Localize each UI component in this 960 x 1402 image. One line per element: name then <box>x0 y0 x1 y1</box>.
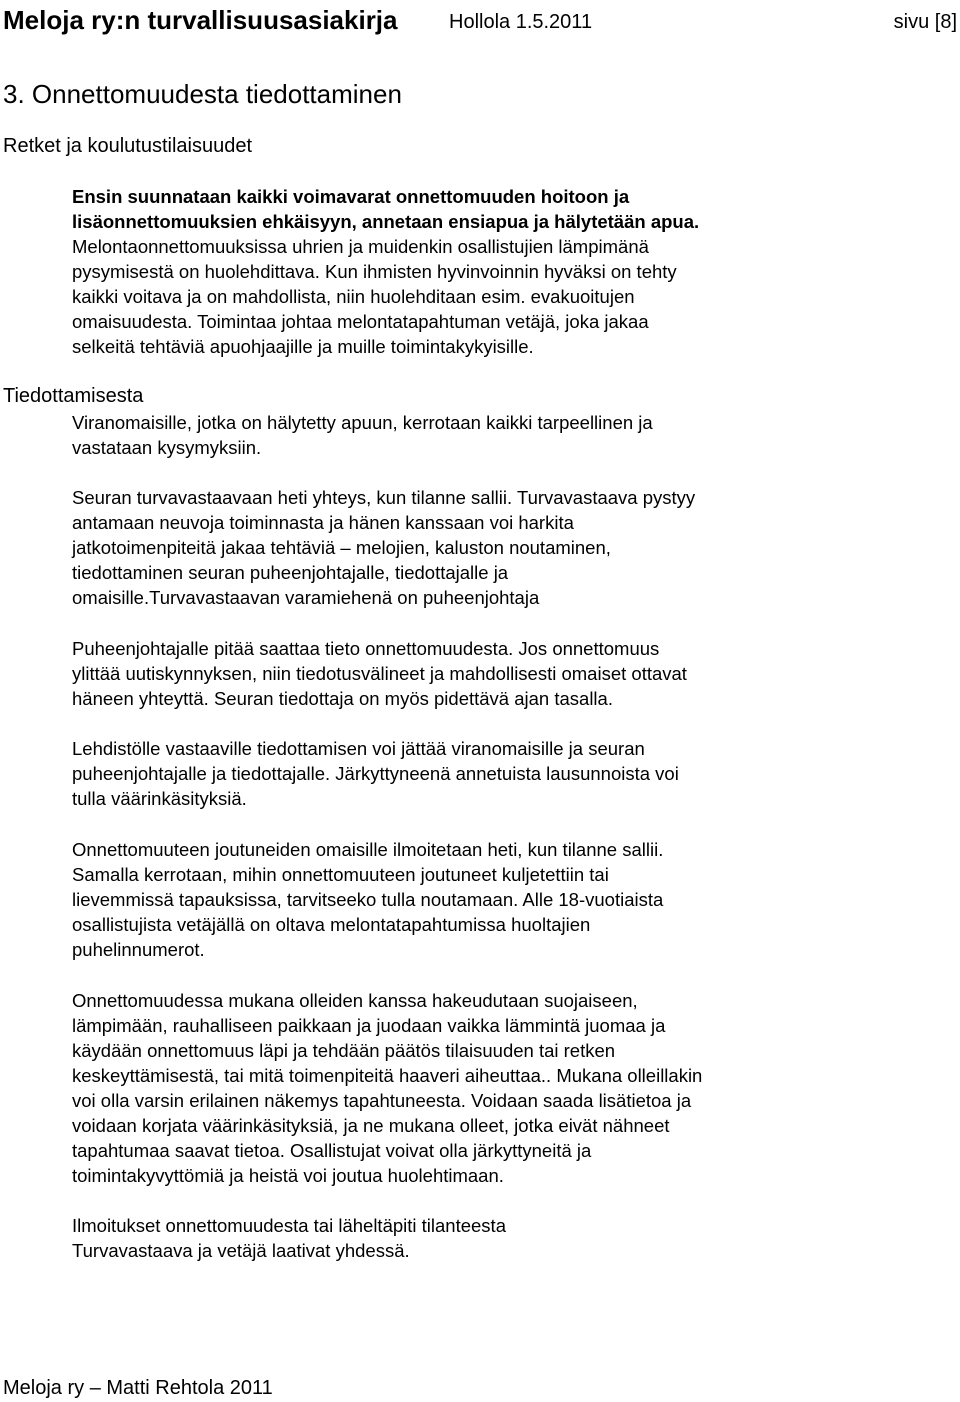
paragraph-line: Ilmoitukset onnettomuudesta tai läheltäpiti tilanteesta <box>72 1215 506 1236</box>
paragraph-line: voidaan korjata väärinkäsityksiä, ja ne mukana olleet, jotka eivät nähneet <box>72 1115 670 1136</box>
paragraph-safety-officer <box>72 485 695 610</box>
intro-line: Melontaonnettomuuksissa uhrien ja muidenkin osallistujien lämpimänä <box>72 236 649 257</box>
intro-line: omaisuudesta. Toimintaa johtaa melontatapahtuman vetäjä, joka jakaa <box>72 311 649 332</box>
document-place-date: Hollola 1.5.2011 <box>449 11 593 33</box>
paragraph-line: ylittää uutiskynnyksen, niin tiedotusvälineet ja mahdollisesti omaiset ottavat <box>72 663 687 684</box>
intro-bold-line: lisäonnettomuuksien ehkäisyyn, annetaan ensiapua ja hälytetään apua. <box>72 211 700 232</box>
paragraph-line: Samalla kerrotaan, mihin onnettomuuteen joutuneet kuljetettiin tai <box>72 864 609 885</box>
paragraph-line: käydään onnettomuus läpi ja tehdään päätös tilaisuuden tai retken <box>72 1040 616 1061</box>
intro-paragraph <box>72 184 699 359</box>
paragraph-line: lievemmissä tapauksissa, tarvitseeko tulla noutamaan. Alle 18-vuotiaista <box>72 889 664 910</box>
paragraph-line: antamaan neuvoja toiminnasta ja hänen kanssaan voi harkita <box>72 512 574 533</box>
paragraph-chairman <box>72 636 687 711</box>
paragraph-line: voi olla varsin erilainen näkemys tapahtuneesta. Voidaan saada lisätietoa ja <box>72 1090 692 1111</box>
paragraph-line: puhelinnumerot. <box>72 939 205 960</box>
paragraph-relatives <box>72 837 663 962</box>
paragraph-press <box>72 736 679 811</box>
subheading-trips: Retket ja koulutustilaisuudet <box>3 135 253 157</box>
paragraph-line: häneen yhteyttä. Seuran tiedottaja on myös pidettävä ajan tasalla. <box>72 688 613 709</box>
paragraph-line: tiedottaminen seuran puheenjohtajalle, tiedottajalle ja <box>72 562 509 583</box>
paragraph-line: lämpimään, rauhalliseen paikkaan ja juodaan vaikka lämmintä juomaa ja <box>72 1015 666 1036</box>
paragraph-authorities <box>72 410 653 460</box>
intro-line: selkeitä tehtäviä apuohjaajille ja muille toimintakykyisille. <box>72 336 534 357</box>
page-footer: Meloja ry – Matti Rehtola 2011 <box>3 1377 273 1399</box>
paragraph-line: jatkotoimenpiteitä jakaa tehtäviä – melojien, kaluston noutaminen, <box>72 537 611 558</box>
subheading-informing: Tiedottamisesta <box>3 385 144 407</box>
paragraph-line: Lehdistölle vastaaville tiedottamisen voi jättää viranomaisille ja seuran <box>72 738 645 759</box>
paragraph-line: tulla väärinkäsityksiä. <box>72 788 247 809</box>
page-number: sivu [8] <box>893 11 957 33</box>
paragraph-line: Onnettomuuteen joutuneiden omaisille ilmoitetaan heti, kun tilanne sallii. <box>72 839 664 860</box>
paragraph-line: keskeyttämisestä, tai mitä toimenpiteitä haaveri aiheuttaa.. Mukana olleillakin <box>72 1065 703 1086</box>
paragraph-line: puheenjohtajalle ja tiedottajalle. Järkyttyneenä annetuista lausunnoista voi <box>72 763 679 784</box>
paragraph-line: Turvavastaava ja vetäjä laativat yhdessä. <box>72 1240 410 1261</box>
paragraph-line: Viranomaisille, jotka on hälytetty apuun, kerrotaan kaikki tarpeellinen ja <box>72 412 653 433</box>
paragraph-debrief <box>72 988 702 1188</box>
document-title: Meloja ry:n turvallisuusasiakirja <box>3 5 398 35</box>
paragraph-line: Onnettomuudessa mukana olleiden kanssa hakeudutaan suojaiseen, <box>72 990 638 1011</box>
intro-line: kaikki voitava ja on mahdollista, niin huolehditaan esim. evakuoitujen <box>72 286 635 307</box>
paragraph-line: toimintakyvyttömiä ja heistä voi joutua huolehtimaan. <box>72 1165 504 1186</box>
section-title: 3. Onnettomuudesta tiedottaminen <box>3 79 402 109</box>
intro-bold-line: Ensin suunnataan kaikki voimavarat onnettomuuden hoitoon ja <box>72 186 630 207</box>
paragraph-reports <box>72 1213 506 1263</box>
paragraph-line: tapahtumaa saavat tietoa. Osallistujat voivat olla järkyttyneitä ja <box>72 1140 592 1161</box>
paragraph-line: Seuran turvavastaavaan heti yhteys, kun tilanne sallii. Turvavastaava pystyy <box>72 487 696 508</box>
paragraph-line: Puheenjohtajalle pitää saattaa tieto onnettomuudesta. Jos onnettomuus <box>72 638 660 659</box>
paragraph-line: osallistujista vetäjällä on oltava melontatapahtumissa huoltajien <box>72 914 591 935</box>
page-header <box>3 2 957 38</box>
paragraph-line: omaisille.Turvavastaavan varamiehenä on puheenjohtaja <box>72 587 540 608</box>
intro-line: pysymisestä on huolehdittava. Kun ihmisten hyvinvoinnin hyväksi on tehty <box>72 261 677 282</box>
paragraph-line: vastataan kysymyksiin. <box>72 437 262 458</box>
